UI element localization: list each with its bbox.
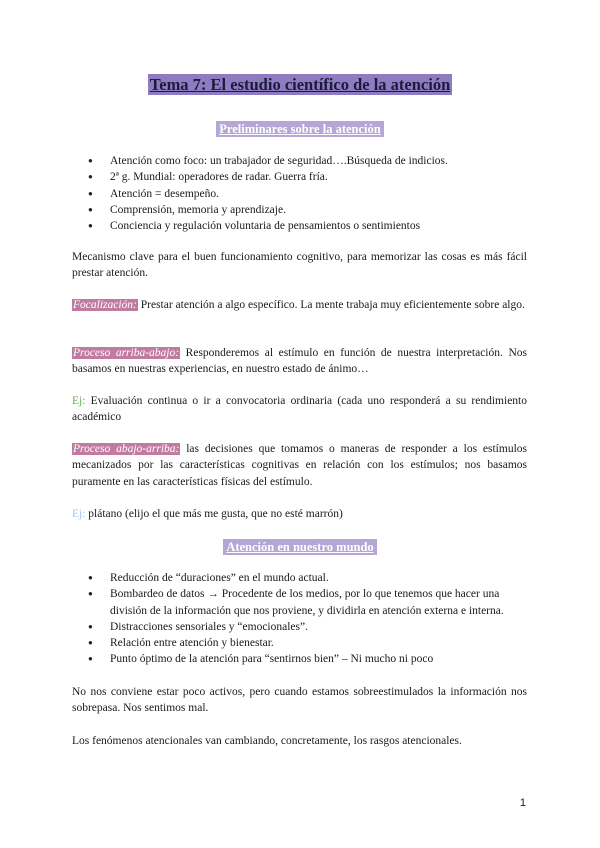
paragraph-ejemplo-2: Ej: plátano (elijo el que más me gusta, que no esté marrón) xyxy=(72,508,343,520)
example-label: Ej: xyxy=(72,508,86,520)
example-label: Ej: xyxy=(72,395,86,407)
term-tag: Proceso arriba-abajo: xyxy=(73,347,180,359)
section-heading-mundo: Atención en nuestro mundo xyxy=(0,538,600,556)
list-item: ● Atención como foco: un trabajador de seguridad….Búsqueda de indicios. xyxy=(88,153,528,169)
list-item: ● Comprensión, memoria y aprendizaje. xyxy=(88,202,528,218)
paragraph-mecanismo: Mecanismo clave para el buen funcionamiento cognitivo, para memorizar las cosas es más fácil prestar atención. xyxy=(72,251,527,280)
paragraph-focalizacion: Focalización: Prestar atención a algo específico. La mente trabaja muy eficientemente sobre algo. xyxy=(73,299,525,311)
paragraph-ejemplo-1: Ej: Evaluación continua o ir a convocatoria ordinaria (cada uno responderá a su rendimiento académico xyxy=(72,395,527,424)
paragraph-abajo-arriba: Proceso abajo-arriba: las decisiones que tomamos o maneras de responder a los estímulos mecanizados por las características cognitivas en relación con los estímulos; nos basamos puramente en las características físicas del estímulo. xyxy=(72,443,527,488)
section-heading-preliminares: Preliminares sobre la atención xyxy=(0,120,600,138)
list-item: ● Distracciones sensoriales y “emocionales”. xyxy=(88,619,528,635)
paragraph-arriba-abajo: Proceso arriba-abajo: Responderemos al estímulo en función de nuestra interpretación. Nos basamos en nuestras experiencias, en nuestro estado de ánimo… xyxy=(72,347,527,376)
page-number: 1 xyxy=(519,797,526,809)
list-item: ● Bombardeo de datos → Procedente de los medios, por lo que tenemos que hacer una división de la información que nos proviene, y dividirla en atención externa e interna. xyxy=(88,586,528,619)
term-tag: Proceso abajo-arriba: xyxy=(73,443,180,455)
list-item: ● Conciencia y regulación voluntaria de pensamientos o sentimientos xyxy=(88,218,528,234)
term-tag: Focalización: xyxy=(73,299,137,311)
bullet-list-preliminares xyxy=(88,153,528,234)
bullet-list-mundo xyxy=(88,570,528,668)
list-item: ● Relación entre atención y bienestar. xyxy=(88,635,528,651)
paragraph-activos: No nos conviene estar poco activos, pero cuando estamos sobreestimulados la información nos sobrepasa. Nos sentimos mal. xyxy=(72,686,527,715)
paragraph-fenomenos: Los fenómenos atencionales van cambiando, concretamente, los rasgos atencionales. xyxy=(72,735,462,747)
list-item: ● Reducción de “duraciones” en el mundo actual. xyxy=(88,570,528,586)
list-item: ● 2ª g. Mundial: operadores de radar. Guerra fría. xyxy=(88,169,528,185)
page-title: Tema 7: El estudio científico de la atención xyxy=(149,75,451,94)
list-item: ● Punto óptimo de la atención para “sentirnos bien” – Ni mucho ni poco xyxy=(88,651,528,667)
list-item: ● Atención = desempeño. xyxy=(88,186,528,202)
